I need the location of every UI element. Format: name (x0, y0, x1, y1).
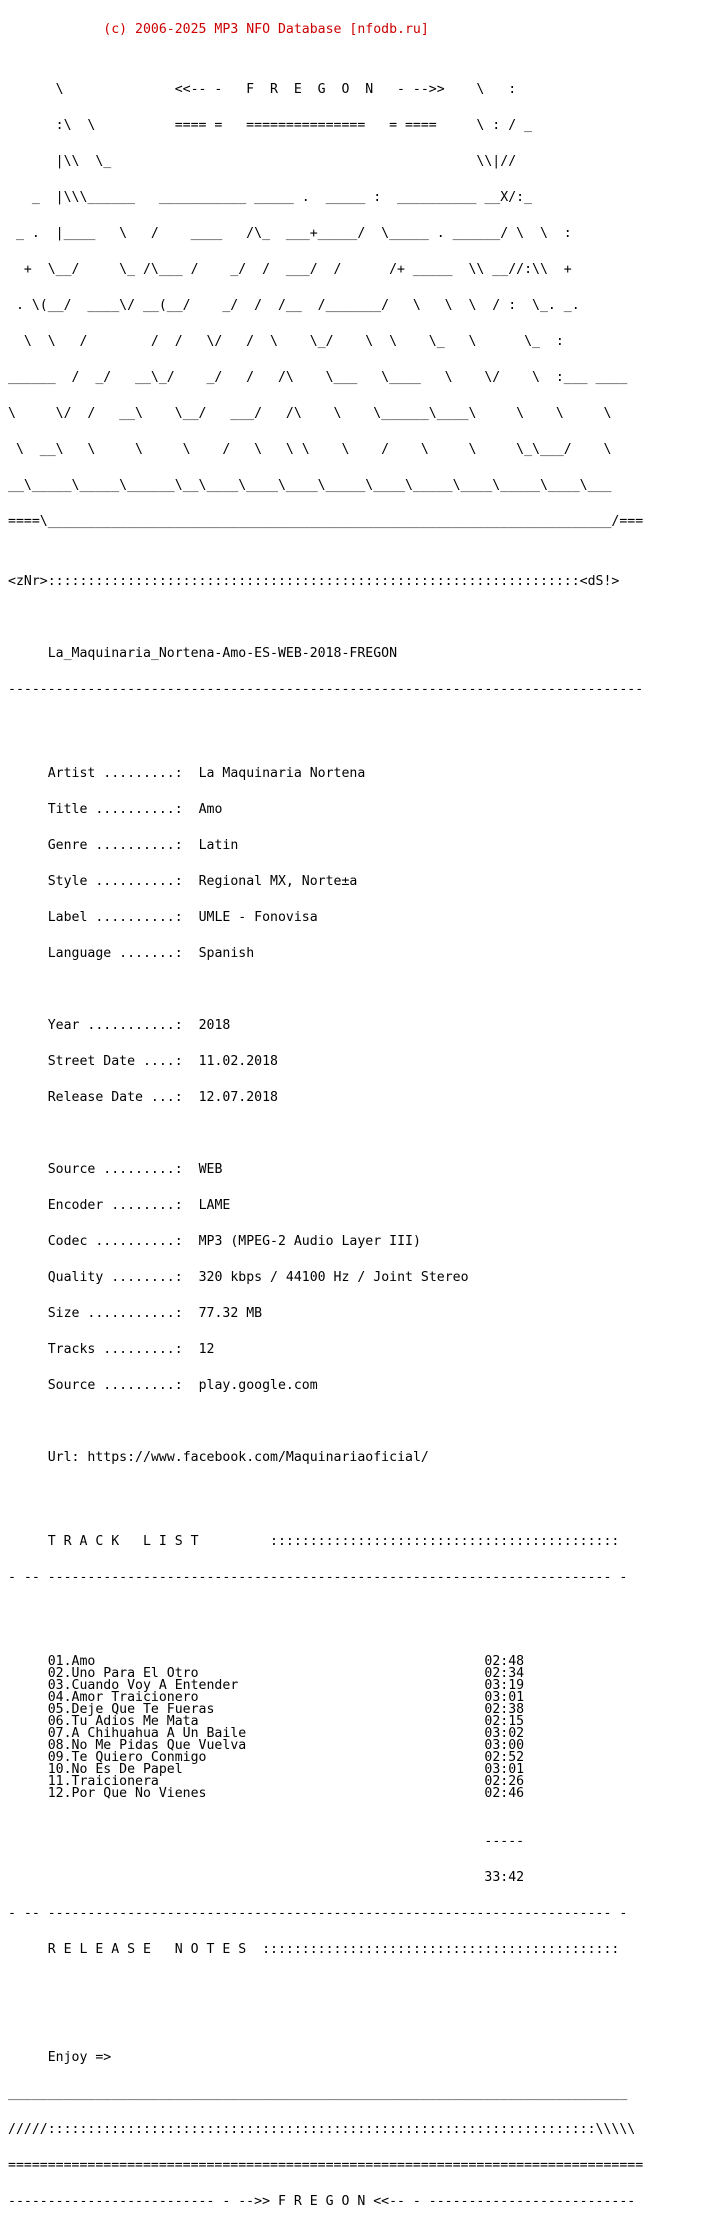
ascii-art-line: ______ / _/ __\_/ _/ / /\ \___ \____ \ \/ \ :___ ____ (8, 370, 628, 385)
info-value: UMLE - Fonovisa (198, 910, 318, 925)
ascii-art-logo (8, 60, 720, 552)
ascii-art-line: :\ \ ==== = =============== = ==== \ : / _ (8, 118, 533, 133)
track-title: 08.No Me Pidas Que Vuelva (47, 1738, 247, 1753)
notes-heading-row (8, 1944, 720, 1956)
track-time: 03:01 (484, 1762, 525, 1777)
info-label: Codec ..........: (47, 1234, 183, 1249)
info-row (8, 1092, 720, 1104)
info-value: 320 kbps / 44100 Hz / Joint Stereo (198, 1270, 469, 1285)
tracklist-heading-row (8, 1536, 720, 1548)
info-value: Regional MX, Norte±a (198, 874, 358, 889)
track-time: 02:48 (484, 1654, 525, 1669)
ascii-art-line: |\\ \_ \\|// (8, 154, 517, 169)
info-label: Size ...........: (47, 1306, 183, 1321)
info-label: Source .........: (47, 1378, 183, 1393)
info-label: Quality ........: (47, 1270, 183, 1285)
section-rule: - -- ----------------------------------------------------------------------- - (8, 1570, 628, 1585)
info-row (8, 1272, 720, 1284)
info-label: Year ...........: (47, 1018, 183, 1033)
footer-rule: /////:::::::::::::::::::::::::::::::::::::::::::::::::::::::::::::::::::::\\\\\ (8, 2122, 636, 2137)
track-title: 05.Deje Que Te Fueras (47, 1702, 215, 1717)
info-label: Style ..........: (47, 874, 183, 889)
info-row (8, 1020, 720, 1032)
info-value: 2018 (198, 1018, 231, 1033)
track-time: 03:01 (484, 1690, 525, 1705)
release-name: La_Maquinaria_Nortena-Amo-ES-WEB-2018-FREGON (47, 646, 398, 661)
track-time: 02:26 (484, 1774, 525, 1789)
release-name-line (8, 648, 720, 660)
info-value: 77.32 MB (198, 1306, 263, 1321)
info-label: Title ..........: (47, 802, 183, 817)
ascii-art-line: __\_____\_____\______\__\____\____\____\_____\____\_____\____\_____\____\___ (8, 478, 612, 493)
track-title: 02.Uno Para El Otro (47, 1666, 199, 1681)
track-title: 01.Amo (47, 1654, 96, 1669)
info-value: Amo (198, 802, 223, 817)
nfo-document (8, 0, 720, 2220)
track-time: 03:00 (484, 1738, 525, 1753)
credit-text: (c) 2006-2025 MP3 NFO Database [nfodb.ru] (103, 22, 429, 37)
track-title: 12.Por Que No Vienes (47, 1786, 207, 1801)
footer-rule: ================================================================================ (8, 2158, 644, 2173)
info-label: Genre ..........: (47, 838, 183, 853)
info-row (8, 1056, 720, 1068)
ascii-art-line: . \(__/ ____\/ __(__/ _/ / /__ /_______/ \ \ \ / : \_. _. (8, 298, 580, 313)
info-value: MP3 (MPEG-2 Audio Layer III) (198, 1234, 421, 1249)
tracklist-dots: :::::::::::::::::::::::::::::::::::::::::::: (270, 1534, 620, 1549)
notes-text-row (8, 2052, 720, 2064)
ascii-art-line: \ <<-- - F R E G O N - -->> \ : (8, 82, 517, 97)
track-time: 02:15 (484, 1714, 525, 1729)
info-label: Language .......: (47, 946, 183, 961)
total-row (8, 1872, 720, 1884)
url-link[interactable]: https://www.facebook.com/Maquinariaoficial/ (87, 1450, 429, 1465)
info-label: Artist .........: (47, 766, 183, 781)
total-rule-row (8, 1836, 720, 1848)
info-row (8, 912, 720, 924)
track-time: 02:38 (484, 1702, 525, 1717)
info-value: Latin (198, 838, 239, 853)
info-row (8, 1344, 720, 1356)
ascii-art-line: ====\_______________________________________________________________________/=== (8, 514, 644, 529)
info-row (8, 804, 720, 816)
track-title: 03.Cuando Voy A Entender (47, 1678, 239, 1693)
divider: -------------------------------------------------------------------------------- (8, 682, 644, 697)
track-title: 04.Amor Traicionero (47, 1690, 199, 1705)
notes-dots: ::::::::::::::::::::::::::::::::::::::::::::: (262, 1942, 620, 1957)
info-value: Spanish (198, 946, 255, 961)
info-value: WEB (198, 1162, 223, 1177)
track-row (8, 1788, 720, 1800)
ascii-art-line: _ |\\\______ ___________ _____ . _____ : __________ __X/:_ (8, 190, 533, 205)
track-title: 11.Traicionera (47, 1774, 159, 1789)
track-title: 10.No Es De Papel (47, 1762, 183, 1777)
track-time: 03:02 (484, 1726, 525, 1741)
border-top: <zNr>:::::::::::::::::::::::::::::::::::::::::::::::::::::::::::::::::::<dS!> (8, 574, 620, 589)
info-row (8, 1200, 720, 1212)
info-label: Release Date ...: (47, 1090, 183, 1105)
info-label: Source .........: (47, 1162, 183, 1177)
info-label: Tracks .........: (47, 1342, 183, 1357)
notes-text: Enjoy => (47, 2050, 112, 2065)
credit-line (8, 24, 720, 36)
section-rule: - -- ----------------------------------------------------------------------- - (8, 1906, 628, 1921)
url-label: Url: (47, 1450, 80, 1465)
track-time: 02:46 (484, 1786, 525, 1801)
ascii-art-line: + \__/ \_ /\___ / _/ / ___/ / /+ _____ \\ __//:\\ + (8, 262, 572, 277)
ascii-art-line: _ . |____ \ / ____ /\_ ___+_____/ \_____ . ______/ \ \ : (8, 226, 572, 241)
info-label: Encoder ........: (47, 1198, 183, 1213)
info-row (8, 840, 720, 852)
info-value: La Maquinaria Nortena (198, 766, 366, 781)
info-row (8, 1236, 720, 1248)
ascii-art-line: \ __\ \ \ \ / \ \ \ \ / \ \ \_\___/ \ (8, 442, 612, 457)
info-row (8, 768, 720, 780)
info-value: LAME (198, 1198, 231, 1213)
info-value: 11.02.2018 (198, 1054, 278, 1069)
track-time: 02:34 (484, 1666, 525, 1681)
info-value: 12.07.2018 (198, 1090, 278, 1105)
info-row (8, 1308, 720, 1320)
url-row (8, 1452, 720, 1464)
track-title: 06.Tu Adios Me Mata (47, 1714, 199, 1729)
info-value: 12 (198, 1342, 215, 1357)
track-time: 03:19 (484, 1678, 525, 1693)
footer-signature: -------------------------- - -->> F R E G O N <<-- - -------------------------- (8, 2194, 636, 2209)
info-row (8, 1164, 720, 1176)
total-time: 33:42 (484, 1870, 525, 1885)
track-title: 07.A Chihuahua A Un Baile (47, 1726, 247, 1741)
track-time: 02:52 (484, 1750, 525, 1765)
tracklist-heading: T R A C K L I S T (47, 1534, 199, 1549)
info-value: play.google.com (198, 1378, 318, 1393)
info-label: Street Date ....: (47, 1054, 183, 1069)
info-row (8, 876, 720, 888)
info-label: Label ..........: (47, 910, 183, 925)
ascii-art-line: \ \ / / / \/ / \ \_/ \ \ \_ \ \_ : (8, 334, 564, 349)
total-rule: ----- (484, 1834, 525, 1849)
track-list (8, 1656, 720, 1800)
footer-rule: ______________________________________________________________________________ (8, 2086, 628, 2101)
info-row (8, 1380, 720, 1392)
info-row (8, 948, 720, 960)
ascii-art-line: \ \/ / __\ \__/ ___/ /\ \ \______\____\ \ \ \ (8, 406, 612, 421)
track-title: 09.Te Quiero Conmigo (47, 1750, 207, 1765)
notes-heading: R E L E A S E N O T E S (47, 1942, 247, 1957)
